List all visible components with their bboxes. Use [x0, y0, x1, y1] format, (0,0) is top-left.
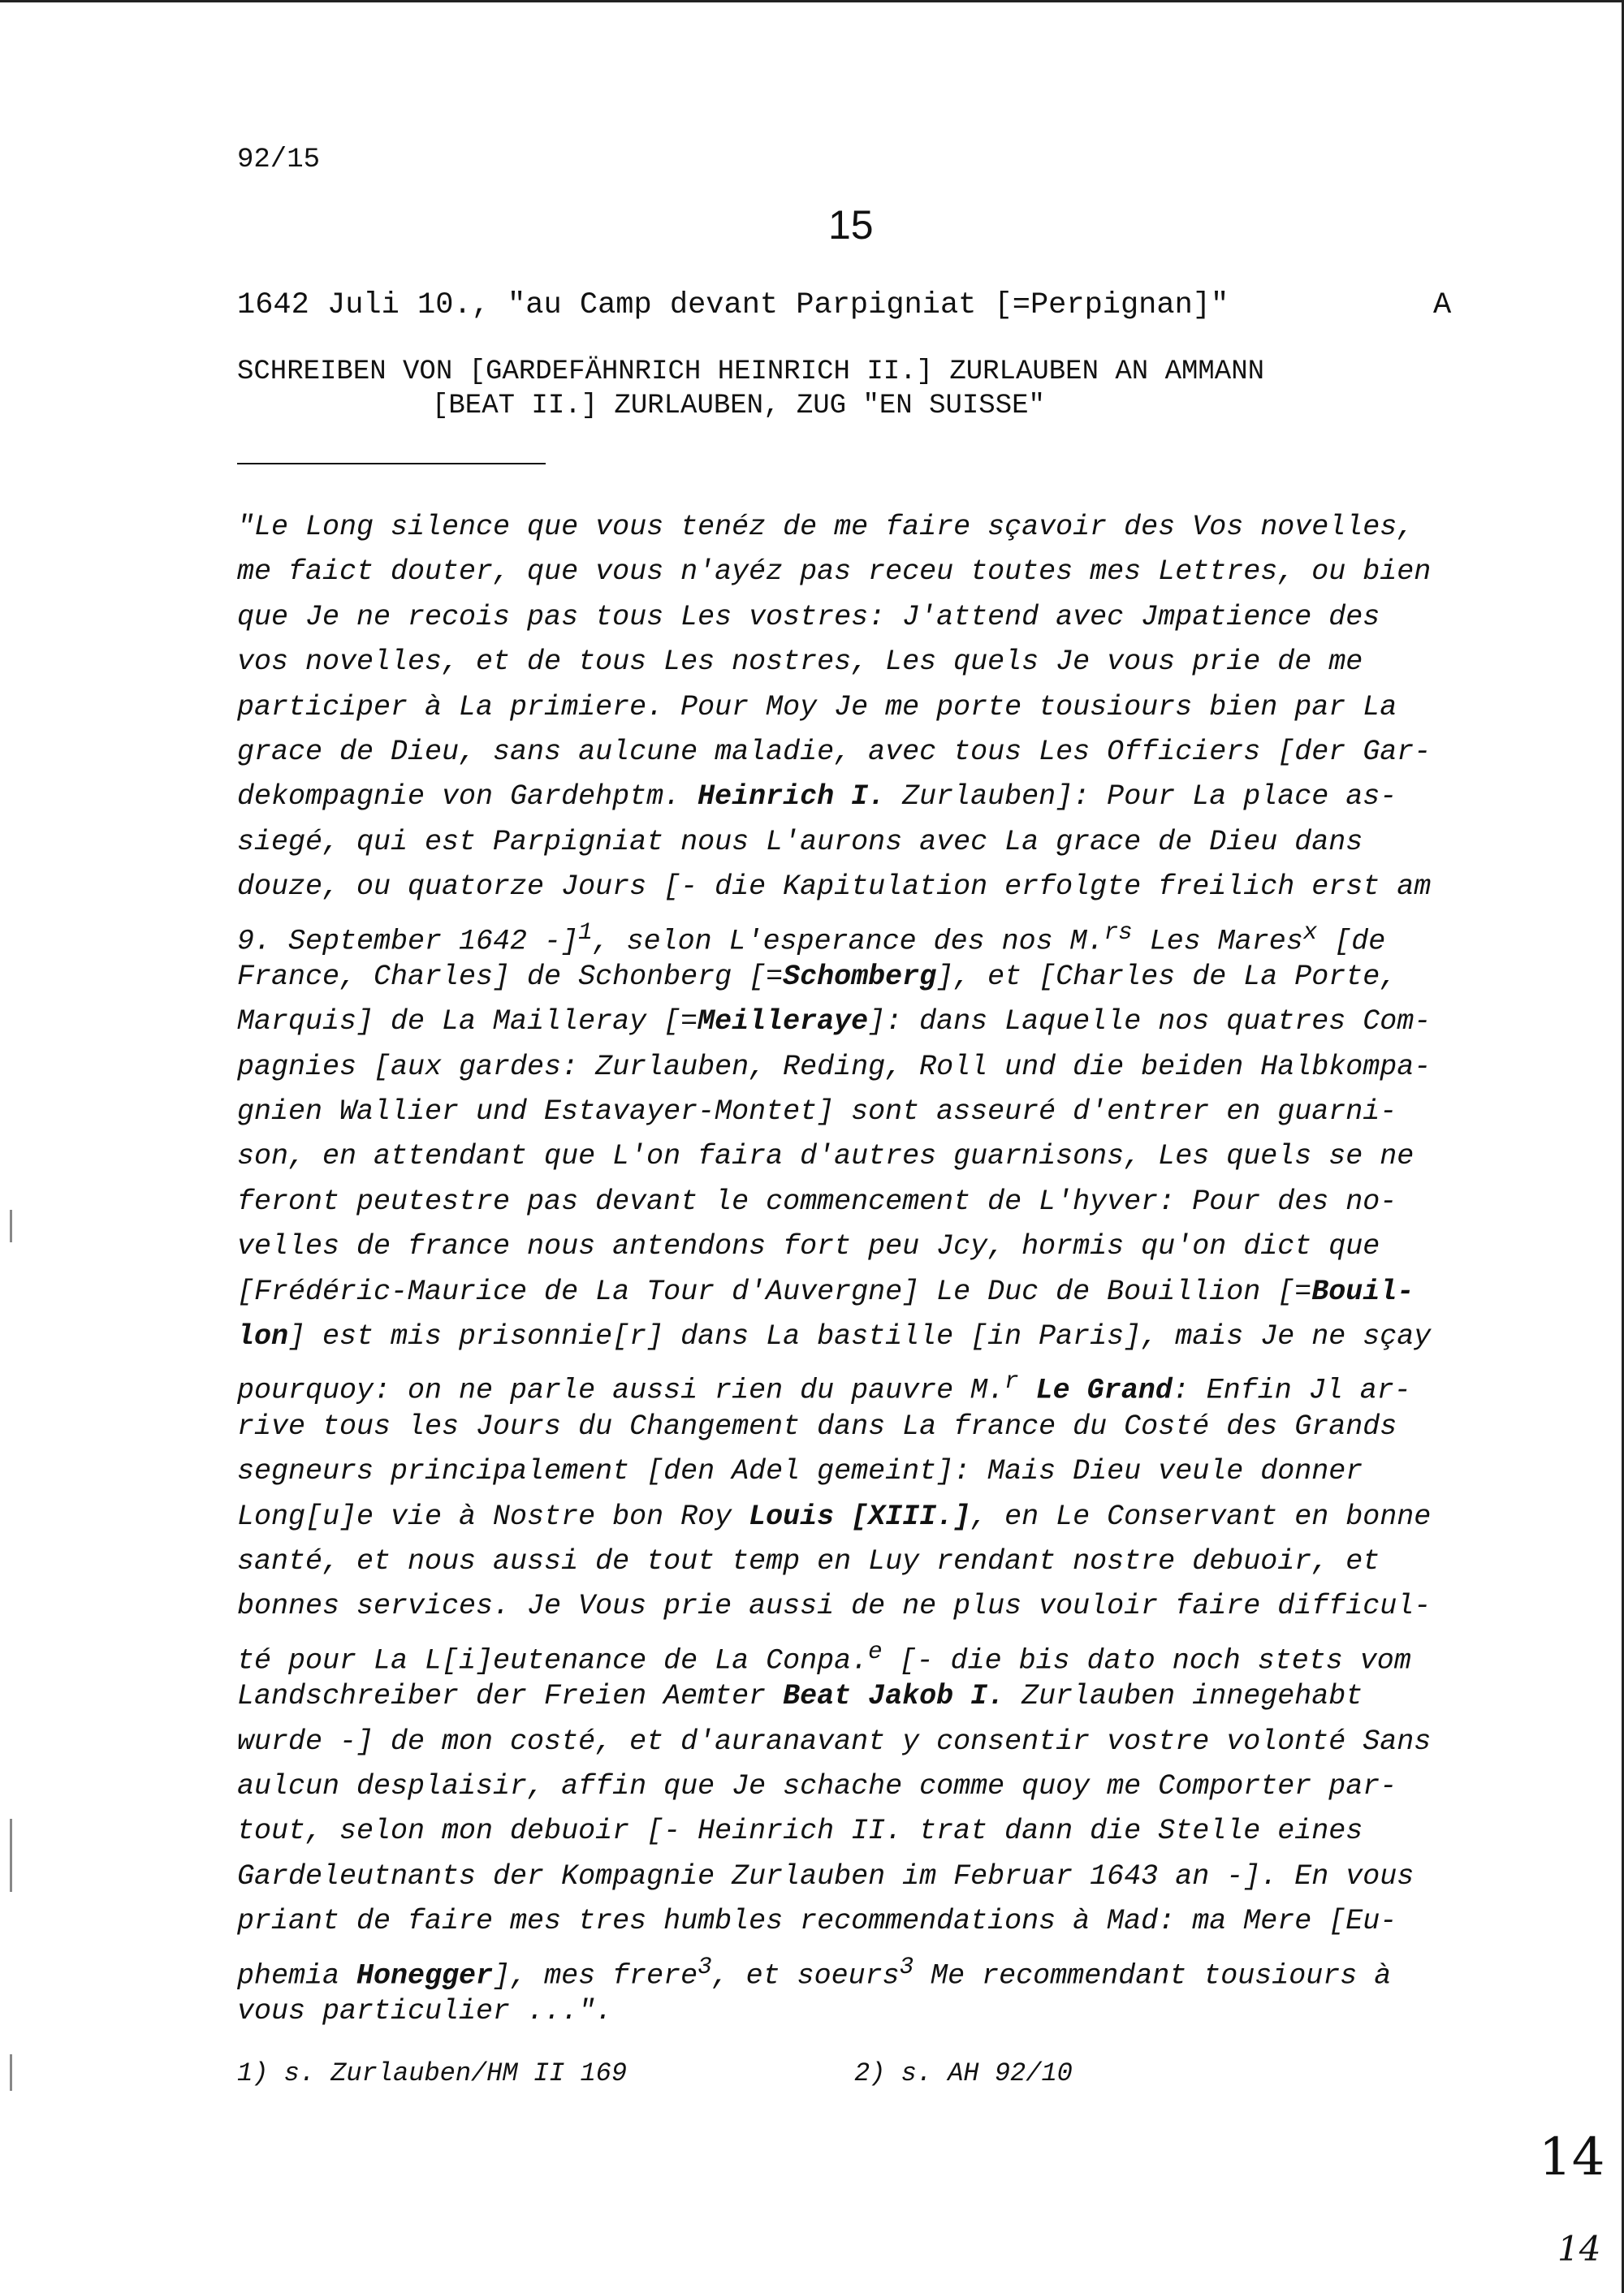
heading-line: [BEAT II.] ZURLAUBEN, ZUG "EN SUISSE" [432, 391, 1045, 421]
person-name: Meilleraye [698, 1005, 869, 1039]
person-name: Heinrich I. [698, 780, 886, 814]
text-line: velles de france nous antendons fort peu Jcy, hormis qu'on dict que [237, 1230, 1380, 1263]
letter-body [237, 505, 1479, 2034]
text-line: segneurs principalement [den Adel gemeint]: Mais Dieu veule donner [237, 1455, 1363, 1488]
dateline: 1642 Juli 10., "au Camp devant Parpigniat [=Perpignan]" [237, 288, 1229, 322]
separator-rule [237, 463, 546, 464]
text-line: "Le Long silence que vous tenéz de me faire sçavoir des Vos novelles, [237, 511, 1415, 543]
text-line: me faict douter, que vous n'ayéz pas receu toutes mes Lettres, ou bien [237, 555, 1432, 589]
text-line: rive tous les Jours du Changement dans La france du Costé des Grands [237, 1410, 1397, 1443]
text-line: [Frédéric-Maurice de La Tour d'Auvergne] Le Duc de Bouillion [=Bouil- [237, 1275, 1415, 1308]
person-name: Schomberg [783, 960, 937, 993]
text-line: siegé, qui est Parpigniat nous L'aurons avec La grace de Dieu dans [237, 825, 1363, 858]
page-number: 15 [828, 202, 874, 248]
person-name: Bouil- [1311, 1275, 1415, 1308]
text-line: vous particulier ...". [237, 1994, 613, 2027]
scan-mark [10, 1210, 12, 1242]
text-line: France, Charles] de Schonberg [=Schomberg], et [Charles de La Porte, [237, 960, 1397, 993]
reference-number: 92/15 [237, 145, 321, 175]
text-line: Landschreiber der Freien Aemter Beat Jakob I. Zurlauben innegehabt [237, 1680, 1363, 1713]
footnotes [237, 2058, 1073, 2088]
person-name: Honegger [356, 1959, 494, 1993]
text-line: feront peutestre pas devant le commencement de L'hyver: Pour des no- [237, 1185, 1397, 1218]
text-line: santé, et nous aussi de tout temp en Luy rendant nostre debuoir, et [237, 1544, 1380, 1578]
text-line: gnien Wallier und Estavayer-Montet] sont asseuré d'entrer en guarni- [237, 1095, 1397, 1129]
document-heading [237, 355, 1264, 423]
text-line: grace de Dieu, sans aulcune maladie, avec tous Les Officiers [der Gar- [237, 735, 1432, 768]
heading-line: SCHREIBEN VON [GARDEFÄHNRICH HEINRICH II.] ZURLAUBEN AN AMMANN [237, 356, 1265, 387]
footnote-marker: 3 [899, 1953, 914, 1980]
text-line: priant de faire mes tres humbles recommendations à Mad: ma Mere [Eu- [237, 1905, 1397, 1938]
text-line: douze, ou quatorze Jours [- die Kapitulation erfolgte freilich erst am [237, 870, 1432, 904]
page-border-top [0, 0, 1624, 2]
text-line: participer à La primiere. Pour Moy Je me porte tousiours bien par La [237, 690, 1397, 723]
handwritten-folio-number: 14 [1539, 2127, 1605, 2187]
text-line: té pour La L[i]eutenance de La Conpa.$^e$ [- die bis dato noch stets vom [237, 1638, 1411, 1678]
text-line: wurde -] de mon costé, et d'auranavant y consentir vostre volonté Sans [237, 1725, 1432, 1758]
footnote-marker: 1 [578, 918, 593, 946]
handwritten-folio-number-small: 14 [1557, 2229, 1601, 2269]
text-line: Gardeleutnants der Kompagnie Zurlauben im Februar 1643 an -]. En vous [237, 1859, 1415, 1893]
scan-mark [10, 1819, 12, 1892]
superscript: r [1004, 1368, 1019, 1396]
superscript: e [868, 1638, 883, 1665]
dateline-letter: A [1433, 288, 1452, 322]
person-name: lon [237, 1320, 289, 1354]
text-line: 9. September 1642 -]$^1$, selon L'esperance des nos M.$^{rs}$ Les Mares$^x$ [de [237, 918, 1386, 958]
superscript: x [1302, 918, 1318, 946]
text-line: vos novelles, et de tous Les nostres, Les quels Je vous prie de me [237, 646, 1363, 679]
text-line: Long[u]e vie à Nostre bon Roy Louis [XIII.], en Le Conservant en bonne [237, 1500, 1432, 1533]
text-line: lon] est mis prisonnie[r] dans La bastille [in Paris], mais Je ne sçay [237, 1320, 1432, 1354]
text-line: pourquoy: on ne parle aussi rien du pauvre M.$^r$ Le Grand: Enfin Jl ar- [237, 1368, 1411, 1408]
text-line: son, en attendant que L'on faira d'autres guarnisons, Les quels se ne [237, 1140, 1415, 1173]
text-line: dekompagnie von Gardehptm. Heinrich I. Zurlauben]: Pour La place as- [237, 780, 1397, 814]
person-name: Le Grand [1035, 1375, 1173, 1408]
footnote-marker: 3 [698, 1953, 712, 1980]
superscript: rs [1104, 918, 1133, 946]
text-line: bonnes services. Je Vous prie aussi de ne plus vouloir faire difficul- [237, 1590, 1432, 1623]
text-line: pagnies [aux gardes: Zurlauben, Reding, Roll und die beiden Halbkompa- [237, 1050, 1432, 1083]
scan-mark [10, 2054, 12, 2091]
footnote-2: 2) s. AH 92/10 [854, 2058, 1073, 2088]
person-name: Beat Jakob I. [783, 1680, 1005, 1713]
text-line: que Je ne recois pas tous Les vostres: J'attend avec Jmpatience des [237, 600, 1380, 633]
person-name: Louis [XIII.] [749, 1500, 971, 1533]
footnote-1: 1) s. Zurlauben/HM II 169 [237, 2058, 628, 2088]
text-line: phemia Honegger], mes frere$^3$, et soeurs$^3$ Me recommendant tousiours à [237, 1953, 1392, 1993]
text-line: aulcun desplaisir, affin que Je schache comme quoy me Comporter par- [237, 1769, 1397, 1803]
text-line: Marquis] de La Mailleray [=Meilleraye]: dans Laquelle nos quatres Com- [237, 1005, 1432, 1039]
text-line: tout, selon mon debuoir [- Heinrich II. trat dann die Stelle eines [237, 1815, 1363, 1848]
